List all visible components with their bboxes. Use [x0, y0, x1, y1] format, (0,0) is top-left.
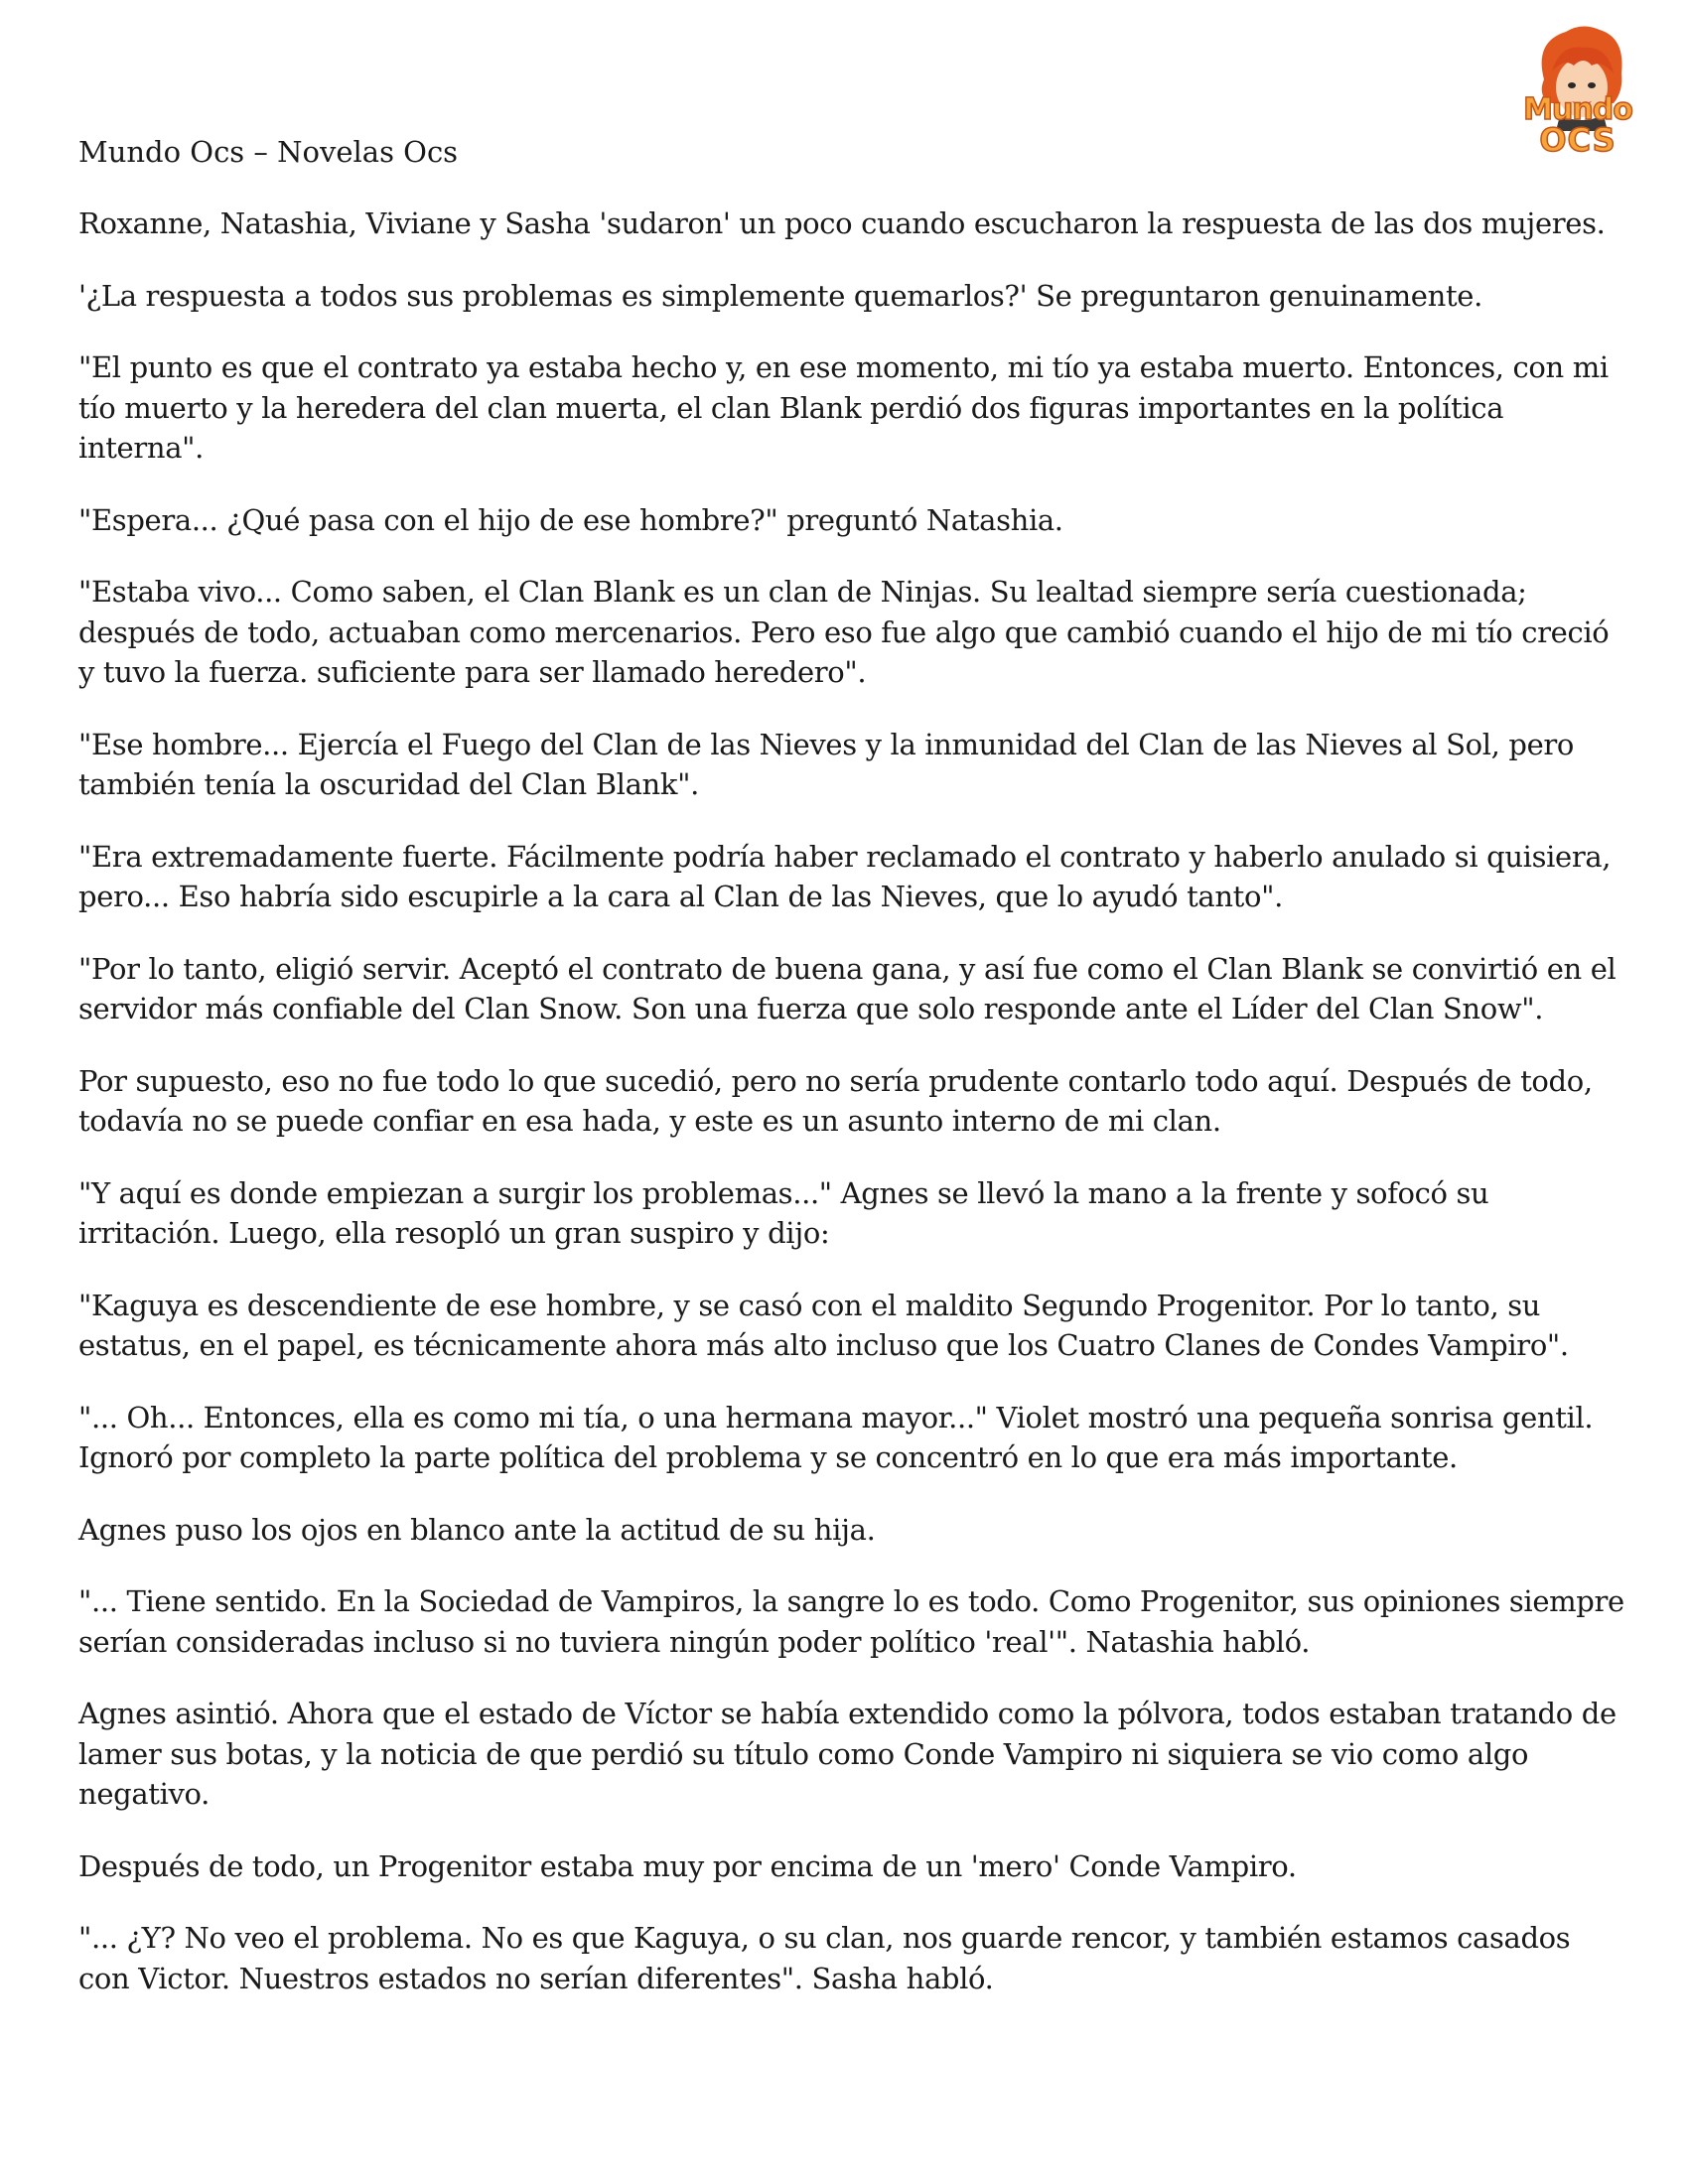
- paragraph: "Y aquí es donde empiezan a surgir los problemas..." Agnes se llevó la mano a la frente y sofocó su irritación. Luego, ella resopló un gran suspiro y dijo:: [78, 1175, 1489, 1250]
- paragraph: Después de todo, un Progenitor estaba muy por encima de un 'mero' Conde Vampiro.: [78, 1848, 1297, 1883]
- logo-text: [1498, 92, 1657, 159]
- mundo-ocs-logo: [1504, 22, 1653, 171]
- paragraph: Agnes asintió. Ahora que el estado de Víctor se había extendido como la pólvora, todos estaban tratando de lamer sus botas, y la noticia de que perdió su título como Conde Vampiro ni siquiera se vio como algo negativo.: [78, 1697, 1617, 1811]
- document-body: [78, 204, 1627, 2030]
- paragraph: '¿La respuesta a todos sus problemas es simplemente quemarlos?' Se preguntaron genuinamente.: [78, 278, 1482, 313]
- paragraph: "Ese hombre... Ejercía el Fuego del Clan de las Nieves y la inmunidad del Clan de las Nieves al Sol, pero también tenía la oscuridad del Clan Blank".: [78, 727, 1575, 801]
- paragraph: "... ¿Y? No veo el problema. No es que Kaguya, o su clan, nos guarde rencor, y también estamos casados con Victor. Nuestros estados no serían diferentes". Sasha habló.: [78, 1921, 1571, 1995]
- paragraph: "Era extremadamente fuerte. Fácilmente podría haber reclamado el contrato y haberlo anulado si quisiera, pero... Eso habría sido escupirle a la cara al Clan de las Nieves, que lo ayudó tanto".: [78, 839, 1612, 913]
- logo-text-line2: OCS: [1539, 121, 1617, 159]
- logo-text-line1: Mundo: [1523, 92, 1632, 127]
- paragraph: "... Oh... Entonces, ella es como mi tía, o una hermana mayor..." Violet mostró una pequeña sonrisa gentil. Ignoró por completo la parte política del problema y se concentró en lo que era más importante.: [78, 1400, 1594, 1474]
- document-header: Mundo Ocs – Novelas Ocs: [78, 135, 459, 169]
- paragraph: "... Tiene sentido. En la Sociedad de Vampiros, la sangre lo es todo. Como Progenitor, sus opiniones siempre serían consideradas incluso si no tuviera ningún poder político 'real'". Natashia habló.: [78, 1584, 1624, 1659]
- paragraph: Agnes puso los ojos en blanco ante la actitud de su hija.: [78, 1512, 876, 1547]
- paragraph: Roxanne, Natashia, Viviane y Sasha 'sudaron' un poco cuando escucharon la respuesta de las dos mujeres.: [78, 206, 1606, 240]
- paragraph: Por supuesto, eso no fue todo lo que sucedió, pero no sería prudente contarlo todo aquí. Después de todo, todavía no se puede confiar en esa hada, y este es un asunto interno de mi clan.: [78, 1063, 1593, 1138]
- paragraph: "Kaguya es descendiente de ese hombre, y se casó con el maldito Segundo Progenitor. Por lo tanto, su estatus, en el papel, es técnicamente ahora más alto incluso que los Cuatro Clanes de Condes Vampiro".: [78, 1288, 1569, 1362]
- paragraph: "Espera... ¿Qué pasa con el hijo de ese hombre?" preguntó Natashia.: [78, 502, 1063, 537]
- paragraph: "El punto es que el contrato ya estaba hecho y, en ese momento, mi tío ya estaba muerto. Entonces, con mi tío muerto y la heredera del clan muerta, el clan Blank perdió dos figuras importantes en la política interna".: [78, 350, 1609, 465]
- paragraph: "Estaba vivo... Como saben, el Clan Blank es un clan de Ninjas. Su lealtad siempre sería cuestionada; después de todo, actuaban como mercenarios. Pero eso fue algo que cambió cuando el hijo de mi tío creció y tuvo la fuerza. suficiente para ser llamado heredero".: [78, 575, 1610, 689]
- paragraph: "Por lo tanto, eligió servir. Aceptó el contrato de buena gana, y así fue como el Clan Blank se convirtió en el servidor más confiable del Clan Snow. Son una fuerza que solo responde ante el Líder del Clan Snow".: [78, 951, 1617, 1025]
